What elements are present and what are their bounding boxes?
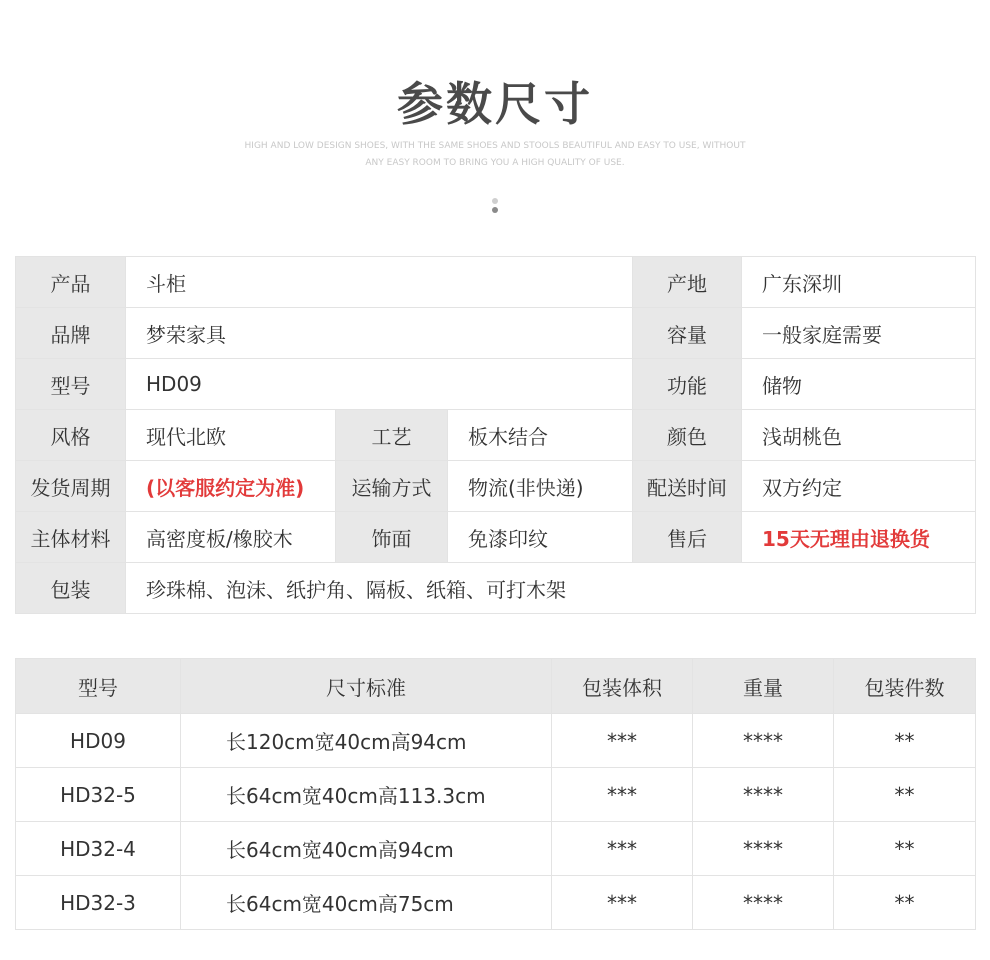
delivery-label: 配送时间 bbox=[633, 461, 742, 512]
subtitle-line-1: HIGH AND LOW DESIGN SHOES, WITH THE SAME SHOES AND STOOLS BEAUTIFUL AND EASY TO USE, WITHOUT bbox=[244, 141, 746, 151]
spec-row bbox=[16, 410, 976, 461]
spec-row bbox=[16, 512, 976, 563]
size-table bbox=[15, 658, 976, 930]
capacity-value: 一般家庭需要 bbox=[742, 308, 976, 359]
page-title: 参数尺寸 bbox=[397, 77, 593, 131]
row-weight: **** bbox=[693, 876, 834, 930]
dot-light bbox=[492, 198, 498, 204]
color-value: 浅胡桃色 bbox=[742, 410, 976, 461]
table-row bbox=[16, 768, 976, 822]
row-model: HD09 bbox=[16, 714, 181, 768]
col-pieces: 包装件数 bbox=[834, 659, 976, 714]
origin-label: 产地 bbox=[633, 257, 742, 308]
transport-label: 运输方式 bbox=[336, 461, 448, 512]
function-label: 功能 bbox=[633, 359, 742, 410]
style-value: 现代北欧 bbox=[126, 410, 336, 461]
capacity-label: 容量 bbox=[633, 308, 742, 359]
size-header-row bbox=[16, 659, 976, 714]
shipping-label: 发货周期 bbox=[16, 461, 126, 512]
finish-label: 饰面 bbox=[336, 512, 448, 563]
spec-row bbox=[16, 308, 976, 359]
spec-row bbox=[16, 359, 976, 410]
row-volume: *** bbox=[552, 714, 693, 768]
row-pieces: ** bbox=[834, 768, 976, 822]
model-label: 型号 bbox=[16, 359, 126, 410]
spec-table bbox=[15, 256, 976, 614]
table-row bbox=[16, 876, 976, 930]
row-pieces: ** bbox=[834, 714, 976, 768]
row-weight: **** bbox=[693, 768, 834, 822]
material-value: 高密度板/橡胶木 bbox=[126, 512, 336, 563]
function-value: 储物 bbox=[742, 359, 976, 410]
row-weight: **** bbox=[693, 714, 834, 768]
shipping-value: (以客服约定为准) bbox=[126, 461, 336, 512]
col-dimensions: 尺寸标准 bbox=[181, 659, 552, 714]
brand-value: 梦荣家具 bbox=[126, 308, 633, 359]
row-pieces: ** bbox=[834, 876, 976, 930]
spec-row bbox=[16, 461, 976, 512]
origin-value: 广东深圳 bbox=[742, 257, 976, 308]
finish-value: 免漆印纹 bbox=[448, 512, 633, 563]
table-row bbox=[16, 714, 976, 768]
row-dimensions: 长64cm宽40cm高94cm bbox=[181, 822, 552, 876]
page-subtitle bbox=[200, 138, 790, 172]
packaging-label: 包装 bbox=[16, 563, 126, 614]
col-volume: 包装体积 bbox=[552, 659, 693, 714]
table-row bbox=[16, 822, 976, 876]
col-weight: 重量 bbox=[693, 659, 834, 714]
dot-dark bbox=[492, 207, 498, 213]
row-volume: *** bbox=[552, 768, 693, 822]
transport-value: 物流(非快递) bbox=[448, 461, 633, 512]
packaging-value: 珍珠棉、泡沫、纸护角、隔板、纸箱、可打木架 bbox=[126, 563, 976, 614]
spec-row bbox=[16, 257, 976, 308]
brand-label: 品牌 bbox=[16, 308, 126, 359]
row-model: HD32-4 bbox=[16, 822, 181, 876]
color-label: 颜色 bbox=[633, 410, 742, 461]
row-volume: *** bbox=[552, 876, 693, 930]
col-model: 型号 bbox=[16, 659, 181, 714]
aftersale-value: 15天无理由退换货 bbox=[742, 512, 976, 563]
material-label: 主体材料 bbox=[16, 512, 126, 563]
model-value: HD09 bbox=[126, 359, 633, 410]
row-dimensions: 长64cm宽40cm高113.3cm bbox=[181, 768, 552, 822]
row-pieces: ** bbox=[834, 822, 976, 876]
craft-value: 板木结合 bbox=[448, 410, 633, 461]
spec-row bbox=[16, 563, 976, 614]
product-value: 斗柜 bbox=[126, 257, 633, 308]
product-label: 产品 bbox=[16, 257, 126, 308]
subtitle-line-2: ANY EASY ROOM TO BRING YOU A HIGH QUALITY OF USE. bbox=[365, 158, 625, 168]
row-dimensions: 长120cm宽40cm高94cm bbox=[181, 714, 552, 768]
aftersale-label: 售后 bbox=[633, 512, 742, 563]
craft-label: 工艺 bbox=[336, 410, 448, 461]
row-dimensions: 长64cm宽40cm高75cm bbox=[181, 876, 552, 930]
row-model: HD32-5 bbox=[16, 768, 181, 822]
delivery-value: 双方约定 bbox=[742, 461, 976, 512]
row-weight: **** bbox=[693, 822, 834, 876]
style-label: 风格 bbox=[16, 410, 126, 461]
row-model: HD32-3 bbox=[16, 876, 181, 930]
divider-dots bbox=[492, 198, 498, 216]
row-volume: *** bbox=[552, 822, 693, 876]
